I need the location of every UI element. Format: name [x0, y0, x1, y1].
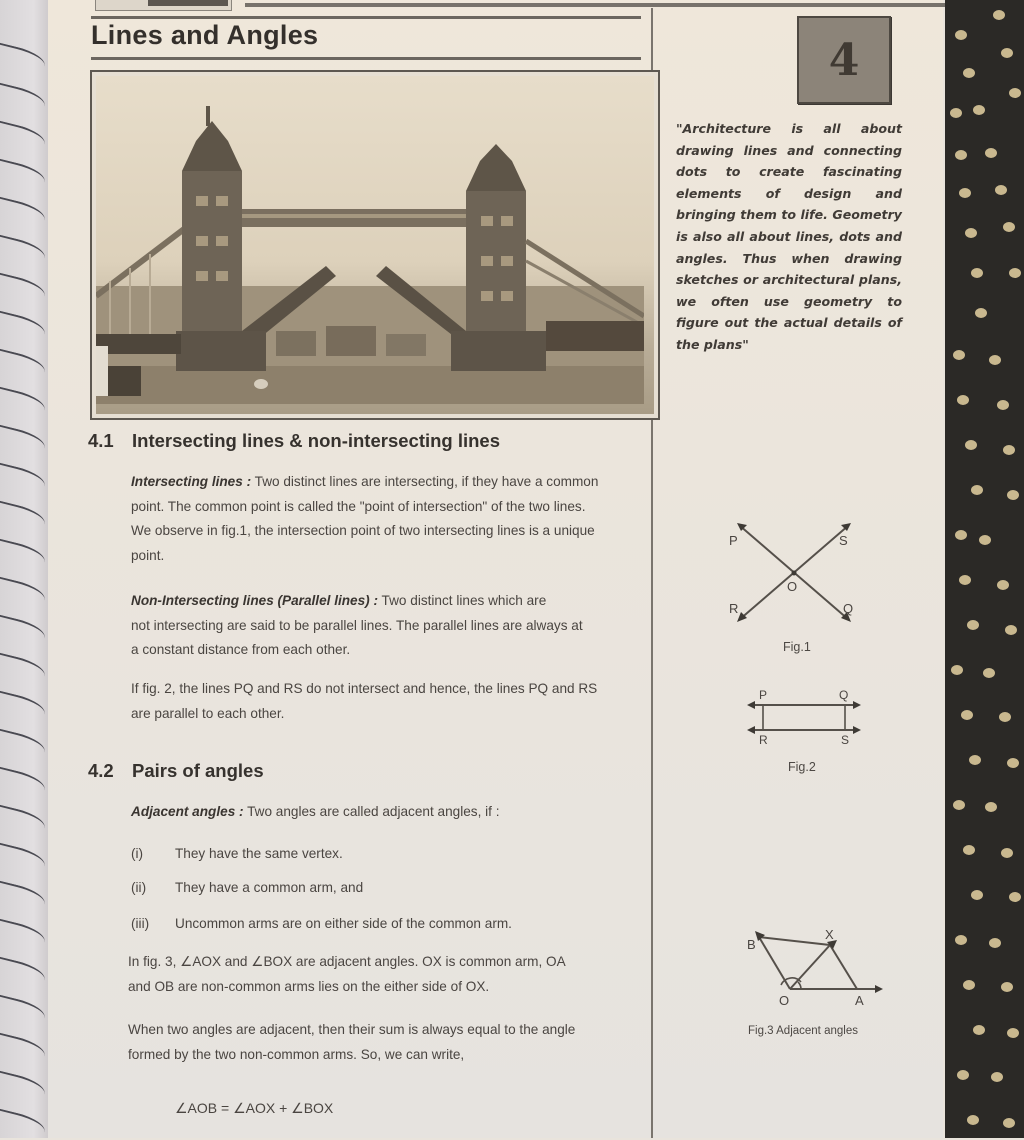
section-number: 4.2 — [88, 760, 114, 781]
architecture-quote: "Architecture is all about drawing lines and connecting dots to create fascinating elements of design and bringing them to life. Geometry is also all about lines, dots and angles. Thus when drawing sketches or architectural plans, we often use geometry to figure out the actual details of the plans" — [676, 121, 902, 352]
text-line: When two angles are adjacent, then their sum is always equal to the angle — [128, 1022, 576, 1037]
list-text: They have the same vertex. — [175, 846, 343, 861]
label-b: B — [747, 937, 756, 952]
arrowhead-icon — [747, 701, 755, 709]
section-title: Pairs of angles — [132, 760, 264, 781]
term-parallel-lines: Non-Intersecting lines (Parallel lines) : — [131, 593, 379, 608]
label-p: P — [759, 688, 768, 702]
binder-ring — [0, 82, 48, 114]
binder-ring — [0, 120, 48, 152]
binder-ring — [0, 272, 48, 304]
binder-ring — [0, 956, 48, 988]
condition-item — [131, 880, 363, 895]
intersecting-lines-definition — [131, 470, 663, 568]
title-rule-top — [91, 16, 641, 19]
label-a: A — [855, 993, 864, 1008]
text-line: In fig. 3, ∠AOX and ∠BOX are adjacent angles. OX is common arm, OA — [128, 954, 566, 969]
binder-ring — [0, 1070, 48, 1102]
list-marker: (i) — [131, 846, 144, 861]
section-heading-4-2 — [88, 760, 264, 782]
binder-ring — [0, 614, 48, 646]
list-marker: (iii) — [131, 916, 150, 931]
fig3-caption: Fig.3 Adjacent angles — [748, 1025, 858, 1037]
fig2-caption: Fig.2 — [788, 760, 816, 774]
binder-ring — [0, 804, 48, 836]
binder-ring — [0, 310, 48, 342]
label-s: S — [841, 733, 850, 745]
text-line: Two distinct lines are intersecting, if they have a common — [251, 474, 599, 489]
condition-item — [131, 916, 512, 931]
binder-ring — [0, 728, 48, 760]
list-marker: (ii) — [131, 880, 147, 895]
text-line: a constant distance from each other. — [131, 642, 351, 657]
label-r: R — [729, 601, 739, 616]
polka-dot-fabric — [945, 0, 1024, 1138]
fig1-intersecting-lines-diagram — [725, 515, 865, 625]
text-line: point. The common point is called the "point of intersection" of the two lines. — [131, 498, 586, 514]
binder-ring — [0, 576, 48, 608]
photo-frame — [90, 70, 660, 420]
label-r: R — [759, 733, 768, 745]
adjacent-angles-definition — [131, 800, 663, 825]
binder-ring — [0, 500, 48, 532]
binder-ring — [0, 462, 48, 494]
label-p: P — [729, 533, 738, 548]
header-tab-band — [148, 0, 228, 6]
binder-ring — [0, 424, 48, 456]
label-s: S — [839, 533, 848, 548]
adjacent-sum-explanation — [128, 1018, 660, 1067]
chapter-number: 4 — [828, 34, 860, 86]
fig3-explanation — [128, 950, 660, 999]
binder-ring — [0, 918, 48, 950]
binder-ring — [0, 766, 48, 798]
section-title: Intersecting lines & non-intersecting lines — [132, 430, 501, 451]
binder-ring — [0, 842, 48, 874]
binder-ring — [0, 652, 48, 684]
label-x: X — [825, 927, 834, 942]
term-intersecting-lines: Intersecting lines : — [131, 474, 252, 489]
label-o: O — [787, 579, 798, 594]
label-q: Q — [843, 601, 854, 616]
binder-ring — [0, 690, 48, 722]
arrowhead-icon — [875, 985, 883, 993]
binder-ring — [0, 42, 48, 74]
text-line: are parallel to each other. — [131, 705, 285, 721]
fig2-parallel-lines-diagram — [745, 685, 865, 745]
angle-sum-formula: ∠AOB = ∠AOX + ∠BOX — [175, 1100, 334, 1116]
text-line: and OB are non-common arms lies on the either side of OX. — [128, 978, 490, 994]
binder-ring — [0, 386, 48, 418]
label-o: O — [779, 993, 790, 1008]
text-line: not intersecting are said to be parallel lines. The parallel lines are always at — [131, 617, 583, 633]
binder-ring — [0, 196, 48, 228]
bridge-photo-icon — [96, 76, 654, 414]
fig2-explanation — [131, 677, 663, 726]
text-line: Two angles are called adjacent angles, if : — [243, 804, 500, 819]
arrowhead-icon — [853, 726, 861, 734]
binder-ring — [0, 880, 48, 912]
arrowhead-icon — [853, 701, 861, 709]
text-line: point. — [131, 547, 165, 563]
parallel-lines-definition — [131, 589, 663, 663]
binder-ring — [0, 234, 48, 266]
fig3-adjacent-angles-diagram — [745, 925, 885, 1015]
list-text: They have a common arm, and — [175, 880, 364, 895]
top-rule — [245, 3, 945, 7]
binder-ring — [0, 538, 48, 570]
section-heading-4-1 — [88, 430, 500, 452]
text-line: If fig. 2, the lines PQ and RS do not intersect and hence, the lines PQ and RS — [131, 681, 598, 696]
text-line: formed by the two non-common arms. So, we can write, — [128, 1046, 465, 1062]
label-q: Q — [839, 688, 849, 702]
arrowhead-icon — [747, 726, 755, 734]
binder-ring — [0, 994, 48, 1026]
fig1-caption: Fig.1 — [783, 640, 811, 654]
text-line: Two distinct lines which are — [378, 593, 547, 608]
section-number: 4.1 — [88, 430, 114, 451]
term-adjacent-angles: Adjacent angles : — [131, 804, 244, 819]
notebook-binder — [0, 0, 48, 1138]
binder-ring — [0, 1108, 48, 1140]
binder-ring — [0, 1032, 48, 1064]
chapter-number-badge — [797, 16, 891, 104]
title-rule-bottom — [91, 57, 641, 60]
binder-ring — [0, 348, 48, 380]
list-text: Uncommon arms are on either side of the common arm. — [175, 916, 512, 931]
condition-item — [131, 846, 343, 861]
text-line: We observe in fig.1, the intersection point of two intersecting lines is a unique — [131, 523, 595, 538]
chapter-title: Lines and Angles — [91, 20, 319, 50]
binder-ring — [0, 158, 48, 190]
